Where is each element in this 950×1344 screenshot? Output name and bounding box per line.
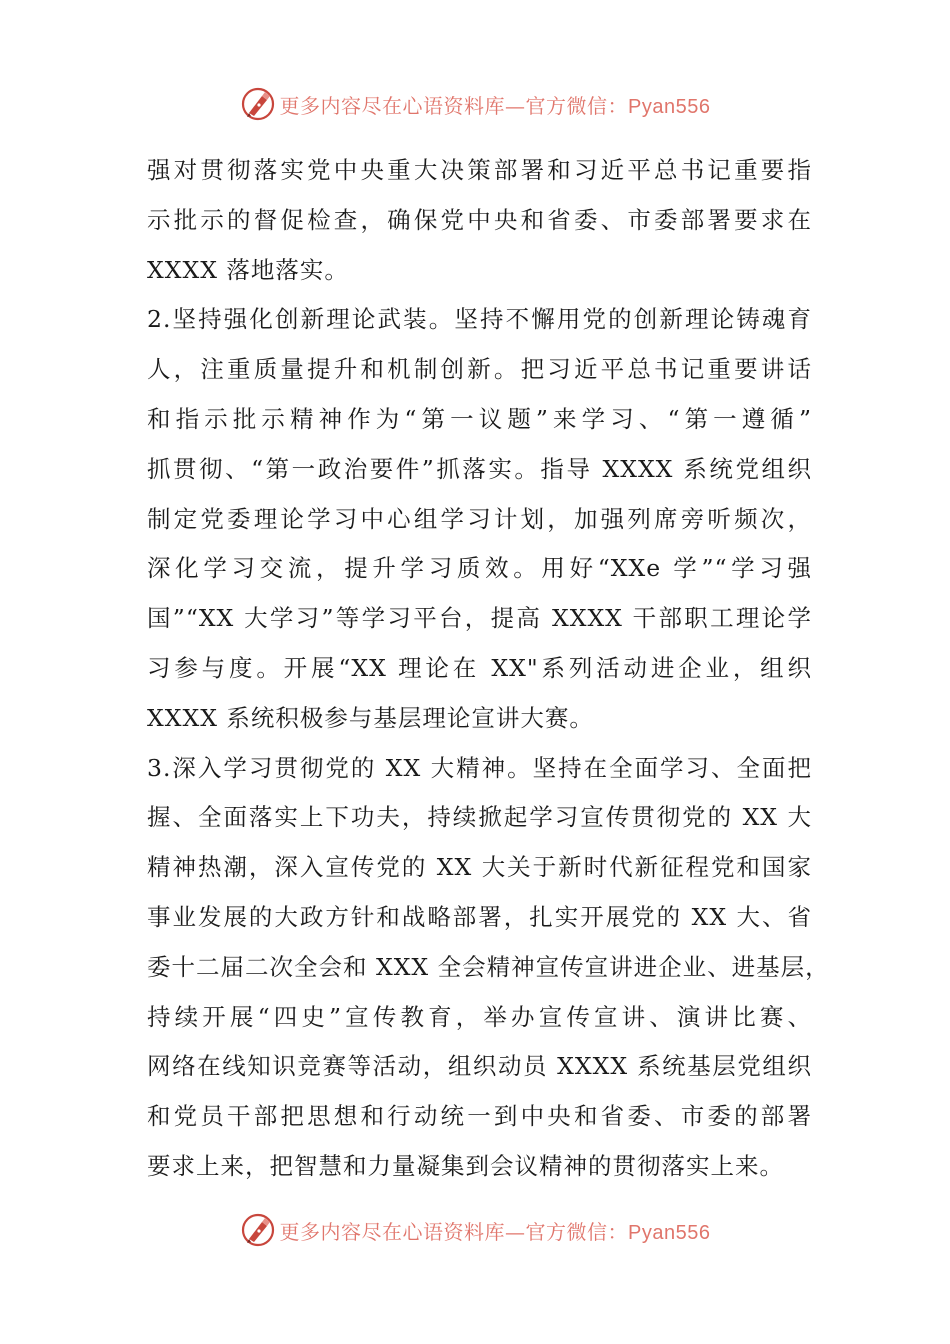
footer-wechat-id: Pyan556 (628, 1221, 711, 1244)
header-banner-text (280, 90, 711, 119)
body-line: 3.深入学习贯彻党的 XX 大精神。坚持在全面学习、全面把 (147, 753, 812, 782)
body-line: 要求上来，把智慧和力量凝集到会议精神的贯彻落实上来。 (147, 1151, 784, 1180)
body-line: 持续开展“四史”宣传教育，举办宣传宣讲、演讲比赛、 (147, 1002, 812, 1031)
header-banner (0, 82, 950, 126)
body-line: XXXX 落地落实。 (147, 255, 349, 284)
body-line: 示批示的督促检查，确保党中央和省委、市委部署要求在 (147, 205, 812, 234)
body-line: 网络在线知识竞赛等活动，组织动员 XXXX 系统基层党组织 (147, 1052, 812, 1081)
body-line: 人，注重质量提升和机制创新。把习近平总书记重要讲话 (147, 355, 812, 384)
body-line: 习参与度。开展“XX 理论在 XX"系列活动进企业，组织 (147, 653, 812, 682)
footer-banner-cn: 更多内容尽在心语资料库—官方微信： (279, 1219, 629, 1244)
header-banner-cn: 更多内容尽在心语资料库—官方微信： (279, 93, 629, 118)
body-line: 强对贯彻落实党中央重大决策部署和习近平总书记重要指 (147, 156, 812, 184)
body-line: 精神热潮，深入宣传党的 XX 大关于新时代新征程党和国家 (147, 853, 812, 882)
pen-nib-logo-icon (240, 86, 276, 122)
body-line: XXXX 系统积极参与基层理论宣讲大赛。 (147, 703, 594, 732)
body-line: 制定党委理论学习中心组学习计划，加强列席旁听频次， (147, 504, 812, 533)
body-line: 和党员干部把思想和行动统一到中央和省委、市委的部署 (147, 1102, 812, 1131)
document-body (147, 146, 830, 1192)
header-wechat-id: Pyan556 (628, 95, 711, 118)
body-line: 事业发展的大政方针和战略部署，扎实开展党的 XX 大、省 (147, 902, 812, 931)
body-line: 深化学习交流，提升学习质效。用好“XXe 学”“学习强 (147, 554, 812, 583)
body-line: 抓贯彻、“第一政治要件”抓落实。指导 XXXX 系统党组织 (147, 454, 812, 483)
pen-nib-logo-icon (240, 1212, 276, 1248)
body-line: 国”“XX 大学习”等学习平台，提高 XXXX 干部职工理论学 (147, 604, 812, 633)
body-line: 委十二届二次全会和 XXX 全会精神宣传宣讲进企业、进基层， (147, 952, 830, 981)
body-line: 握、全面落实上下功夫，持续掀起学习宣传贯彻党的 XX 大 (147, 803, 812, 832)
footer-banner (0, 1208, 950, 1252)
footer-banner-text (280, 1216, 711, 1245)
body-line: 和指示批示精神作为“第一议题”来学习、“第一遵循” (147, 404, 812, 433)
body-line: 2.坚持强化创新理论武装。坚持不懈用党的创新理论铸魂育 (147, 305, 812, 334)
